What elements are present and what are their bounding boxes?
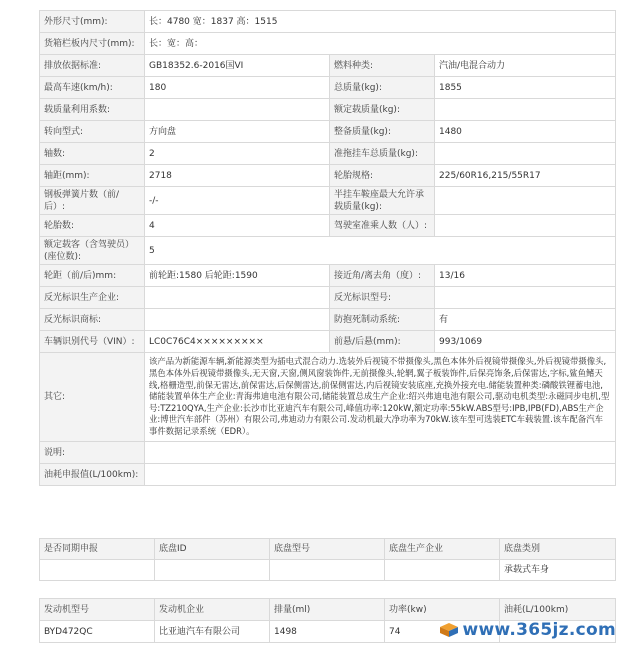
engine-header-cell: 发动机型号 — [40, 599, 155, 621]
site-watermark — [439, 620, 616, 640]
spec-value: 5 — [145, 237, 616, 265]
spec-value — [435, 215, 616, 237]
spec-row — [40, 287, 616, 309]
spec-value: GB18352.6-2016国VI — [145, 55, 330, 77]
spec-row — [40, 353, 616, 442]
spec-value: 2718 — [145, 165, 330, 187]
spec-row — [40, 265, 616, 287]
spec-row — [40, 55, 616, 77]
spec-label: 反光标识生产企业: — [40, 287, 145, 309]
spec-value: -/- — [145, 187, 330, 215]
spec-row — [40, 187, 616, 215]
spec-label: 最高车速(km/h): — [40, 77, 145, 99]
other-label: 其它: — [40, 353, 145, 442]
spec-value: 长：4780 宽：1837 高：1515 — [145, 11, 616, 33]
spec-value: 180 — [145, 77, 330, 99]
spec-label: 准拖挂车总质量(kg): — [330, 143, 435, 165]
spec-value: 1480 — [435, 121, 616, 143]
spec-label: 额定载质量(kg): — [330, 99, 435, 121]
engine-cell: BYD472QC — [40, 621, 155, 643]
spec-label: 总质量(kg): — [330, 77, 435, 99]
spec-label: 接近角/离去角（度）: — [330, 265, 435, 287]
chassis-cell — [270, 560, 385, 581]
spec-table — [39, 10, 616, 486]
spec-row — [40, 121, 616, 143]
engine-header-cell: 发动机企业 — [155, 599, 270, 621]
chassis-table — [39, 538, 616, 581]
spec-label: 反光标识商标: — [40, 309, 145, 331]
spec-label: 载质量利用系数: — [40, 99, 145, 121]
chassis-header-cell: 底盘ID — [155, 539, 270, 560]
spec-value — [435, 187, 616, 215]
spec-value: 前轮距:1580 后轮距:1590 — [145, 265, 330, 287]
engine-cell: 74 — [385, 621, 500, 643]
spec-label: 轮胎规格: — [330, 165, 435, 187]
spec-value — [145, 309, 330, 331]
spec-label: 排放依据标准: — [40, 55, 145, 77]
spec-label: 防抱死制动系统: — [330, 309, 435, 331]
spec-row — [40, 11, 616, 33]
spec-label: 燃料种类: — [330, 55, 435, 77]
chassis-header-cell: 底盘类别 — [500, 539, 616, 560]
spec-row — [40, 442, 616, 464]
spec-label: 前悬/后悬(mm): — [330, 331, 435, 353]
engine-header-cell: 油耗(L/100km) — [500, 599, 616, 621]
engine-cell: 1498 — [270, 621, 385, 643]
spec-label: 轴距(mm): — [40, 165, 145, 187]
chassis-data-row — [40, 560, 616, 581]
spec-value — [435, 287, 616, 309]
fuel-value — [145, 464, 616, 486]
chassis-cell — [385, 560, 500, 581]
spec-row — [40, 309, 616, 331]
spec-row — [40, 33, 616, 55]
spec-label: 额定载客（含驾驶员）(座位数): — [40, 237, 145, 265]
chassis-header-row — [40, 539, 616, 560]
spec-value — [145, 287, 330, 309]
spec-row — [40, 331, 616, 353]
watermark-text: www.365jz.com — [462, 620, 616, 640]
box-logo-icon — [439, 622, 459, 638]
spec-row — [40, 215, 616, 237]
spec-label: 反光标识型号: — [330, 287, 435, 309]
chassis-cell — [40, 560, 155, 581]
spec-label: 轴数: — [40, 143, 145, 165]
spec-row — [40, 464, 616, 486]
engine-cell: 比亚迪汽车有限公司 — [155, 621, 270, 643]
spec-label: 车辆识别代号（VIN）: — [40, 331, 145, 353]
note-label: 说明: — [40, 442, 145, 464]
other-notes: 该产品为新能源车辆,新能源类型为插电式混合动力.选装外后视镜不带摄像头,黑色本体外后视镜带摄像头,外后视镜带摄像头,黑色本体外后视镜带摄像头,无天窗,天窗,侧风窗装饰件,无前摄像头,轮辋,翼子板装饰件,后保亮饰条,后保雷达,字标,鲨鱼鳍天线,格栅造型,前保无雷达,前保雷达,后保侧雷达,前保侧雷达,内后视镜安装底座,充换外接充电.储能装置种类:磷酸铁锂蓄电池,储能装置单体生产企业:青海弗迪电池有限公司,储能装置总成生产企业:绍兴弗迪电池有限公司,驱动电机类型:永磁同步电机,型号:TZ210QYA,生产企业:长沙市比亚迪汽车有限公司,峰值功率:120kW,额定功率:55kW.ABS型号:IPB,IPB(FD),ABS生产企业:博世汽车部件（苏州）有限公司,弗迪动力有限公司.发动机最大净功率为70kW.该车型可选装ETC车载装置.该车配备汽车事件数据记录系统（EDR）。 — [145, 353, 616, 442]
spec-label: 钢板弹簧片数（前/后）: — [40, 187, 145, 215]
spec-value: 方向盘 — [145, 121, 330, 143]
spec-label: 货箱栏板内尺寸(mm): — [40, 33, 145, 55]
spec-value: 4 — [145, 215, 330, 237]
spec-value — [435, 143, 616, 165]
spec-value: 225/60R16,215/55R17 — [435, 165, 616, 187]
spec-value — [145, 99, 330, 121]
spec-value: 993/1069 — [435, 331, 616, 353]
spec-label: 半挂车鞍座最大允许承载质量(kg): — [330, 187, 435, 215]
spec-label: 转向型式: — [40, 121, 145, 143]
spec-row — [40, 237, 616, 265]
spec-row — [40, 143, 616, 165]
spec-value: 有 — [435, 309, 616, 331]
spec-value: LC0C76C4××××××××× — [145, 331, 330, 353]
engine-header-cell: 功率(kw) — [385, 599, 500, 621]
chassis-cell — [155, 560, 270, 581]
engine-header-cell: 排量(ml) — [270, 599, 385, 621]
chassis-cell: 承载式车身 — [500, 560, 616, 581]
spec-row — [40, 77, 616, 99]
spec-value — [435, 99, 616, 121]
spec-value: 1855 — [435, 77, 616, 99]
spec-row — [40, 99, 616, 121]
spec-label: 轮距（前/后)mm: — [40, 265, 145, 287]
spec-row — [40, 165, 616, 187]
spec-value: 长：宽：高： — [145, 33, 616, 55]
spec-value: 2 — [145, 143, 330, 165]
spec-value: 汽油/电混合动力 — [435, 55, 616, 77]
spec-label: 外形尺寸(mm): — [40, 11, 145, 33]
engine-header-row — [40, 599, 616, 621]
chassis-header-cell: 是否同期申报 — [40, 539, 155, 560]
spec-label: 驾驶室准乘人数（人）: — [330, 215, 435, 237]
fuel-label: 油耗申报值(L/100km): — [40, 464, 145, 486]
spec-label: 整备质量(kg): — [330, 121, 435, 143]
note-value — [145, 442, 616, 464]
spec-label: 轮胎数: — [40, 215, 145, 237]
spec-value: 13/16 — [435, 265, 616, 287]
chassis-header-cell: 底盘型号 — [270, 539, 385, 560]
chassis-header-cell: 底盘生产企业 — [385, 539, 500, 560]
